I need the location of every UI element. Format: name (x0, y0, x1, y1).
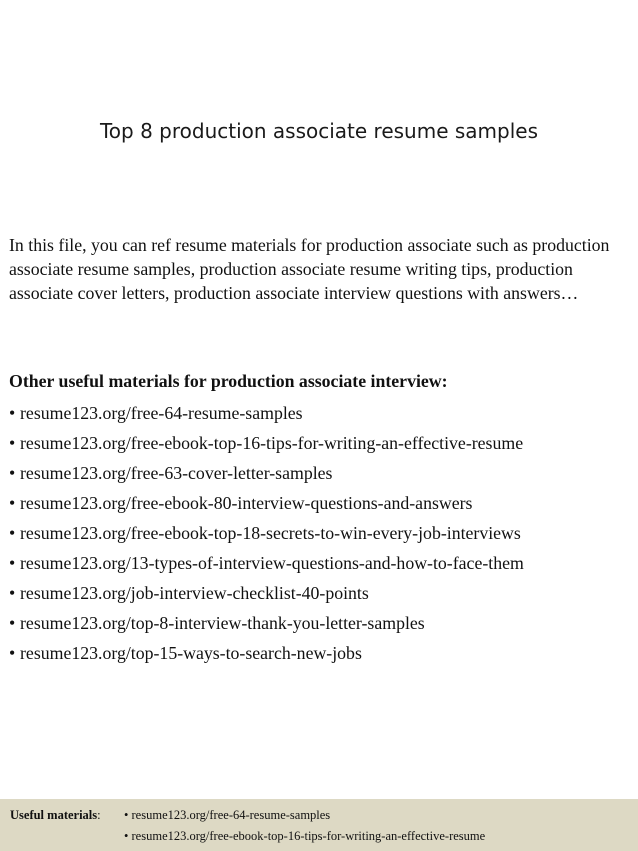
bullet-icon: • (124, 808, 129, 822)
resource-link[interactable]: resume123.org/job-interview-checklist-40-points (20, 583, 369, 603)
bullet-icon: • (9, 583, 16, 603)
list-item (9, 578, 634, 608)
footer-label (10, 808, 101, 823)
materials-list (9, 398, 634, 668)
bullet-icon: • (9, 553, 16, 573)
resource-link[interactable]: resume123.org/free-63-cover-letter-samples (20, 463, 333, 483)
bullet-icon: • (9, 403, 16, 423)
bullet-icon: • (9, 643, 16, 663)
page-title: Top 8 production associate resume samples (99, 119, 539, 143)
resource-link[interactable]: resume123.org/13-types-of-interview-questions-and-how-to-face-them (20, 553, 524, 573)
list-item (9, 638, 634, 668)
list-item (9, 608, 634, 638)
resource-link[interactable]: resume123.org/free-ebook-top-18-secrets-to-win-every-job-interviews (20, 523, 521, 543)
bullet-icon: • (124, 829, 129, 843)
bullet-icon: • (9, 493, 16, 513)
bullet-icon: • (9, 613, 16, 633)
footer-label-text: Useful materials (10, 808, 98, 822)
resource-link[interactable]: resume123.org/top-8-interview-thank-you-letter-samples (20, 613, 425, 633)
materials-heading: Other useful materials for production associate interview: (9, 371, 448, 391)
list-item (9, 398, 634, 428)
intro-paragraph: In this file, you can ref resume materials for production associate such as production associate resume samples, production associate resume writing tips, production associate cover letters, production associate interview questions with answers… (9, 235, 610, 303)
resource-link[interactable]: resume123.org/top-15-ways-to-search-new-jobs (20, 643, 362, 663)
list-item (9, 518, 634, 548)
footer-item (124, 808, 330, 823)
bullet-icon: • (9, 433, 16, 453)
bullet-icon: • (9, 463, 16, 483)
resource-link[interactable]: resume123.org/free-ebook-top-16-tips-for-writing-an-effective-resume (20, 433, 524, 453)
list-item (9, 458, 634, 488)
list-item (9, 548, 634, 578)
footer-link[interactable]: resume123.org/free-64-resume-samples (131, 808, 331, 822)
footer-link[interactable]: resume123.org/free-ebook-top-16-tips-for-writing-an-effective-resume (131, 829, 486, 843)
bullet-icon: • (9, 523, 16, 543)
footer-label-separator: : (97, 808, 101, 822)
footer-item (124, 829, 485, 844)
list-item (9, 488, 634, 518)
resource-link[interactable]: resume123.org/free-ebook-80-interview-questions-and-answers (20, 493, 473, 513)
footer-bar (0, 799, 638, 851)
resource-link[interactable]: resume123.org/free-64-resume-samples (20, 403, 303, 423)
list-item (9, 428, 634, 458)
